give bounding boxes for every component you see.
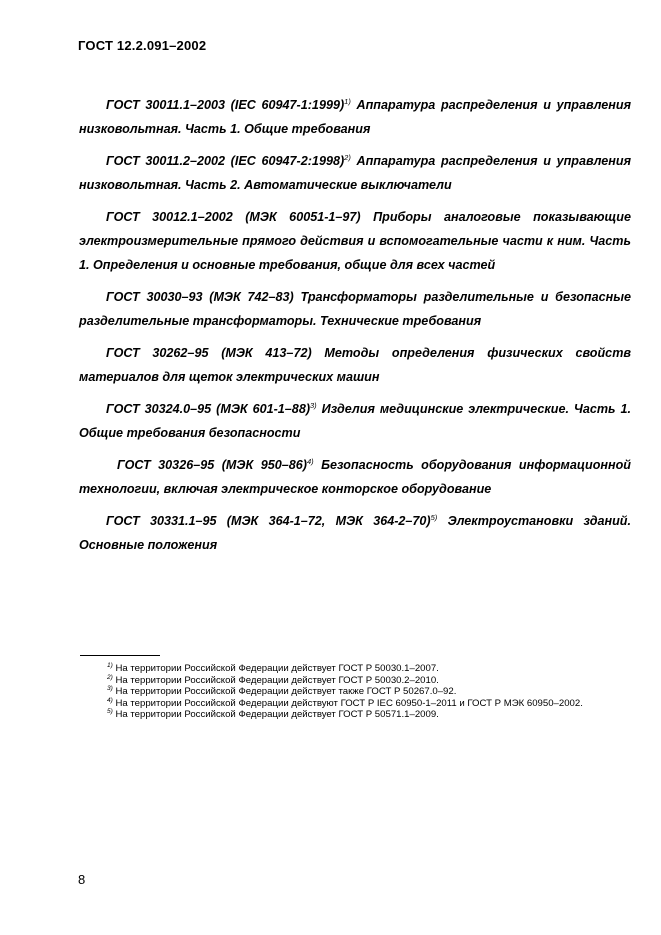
footnote-number: 4) — [107, 696, 113, 704]
reference-text: ГОСТ 30030–93 (МЭК 742–83) Трансформаторы разделительные и безопасные разделительные трансформаторы. Технические требования — [79, 290, 631, 328]
reference-item — [79, 509, 631, 557]
footnote-mark: 5) — [430, 512, 438, 522]
footnote-item — [80, 663, 630, 675]
reference-title: Электроустановки зданий. Основные положения — [79, 514, 631, 552]
reference-item — [79, 341, 631, 389]
footnote-number: 3) — [107, 684, 113, 692]
reference-item — [79, 285, 631, 333]
reference-item — [79, 205, 631, 277]
reference-text: ГОСТ 30012.1–2002 (МЭК 60051-1–97) Приборы аналоговые показывающие электроизмерительные прямого действия и вспомогательные части к ним. Часть 1. Определения и основные требования, общие для всех частей — [79, 210, 631, 272]
footnote-mark: 4) — [306, 456, 314, 466]
footnote-item — [80, 709, 630, 721]
reference-item — [79, 397, 631, 445]
footnote-mark: 3) — [310, 400, 317, 410]
footnote-item — [80, 675, 630, 687]
reference-text: ГОСТ 30326–95 (МЭК 950–86) — [117, 458, 307, 472]
footnote-item — [80, 686, 630, 698]
normative-references-list — [79, 93, 631, 565]
footnote-text: На территории Российской Федерации действует ГОСТ Р 50571.1–2009. — [112, 709, 439, 720]
footnote-item — [80, 698, 630, 710]
footnote-separator — [80, 655, 160, 656]
reference-text: ГОСТ 30324.0–95 (МЭК 601-1–88) — [106, 402, 311, 416]
footnote-text: На территории Российской Федерации действует ГОСТ Р 50030.1–2007. — [112, 663, 439, 674]
reference-text: ГОСТ 30011.1–2003 (IEC 60947-1:1999) — [106, 98, 345, 112]
footnote-text: На территории Российской Федерации действует ГОСТ Р 50030.2–2010. — [112, 674, 439, 686]
footnote-text: На территории Российской Федерации действует также ГОСТ Р 50267.0–92. — [112, 686, 457, 697]
footnote-mark: 1) — [344, 96, 351, 106]
reference-text: ГОСТ 30262–95 (МЭК 413–72) Методы определения физических свойств материалов для щеток электрических машин — [79, 346, 631, 384]
footnote-number: 5) — [107, 707, 113, 715]
document-header: ГОСТ 12.2.091–2002 — [78, 38, 207, 53]
reference-text: ГОСТ 30011.2–2002 (IEC 60947-2:1998) — [106, 154, 345, 168]
footnote-mark: 2) — [344, 152, 351, 162]
footnotes — [80, 663, 630, 721]
reference-item — [79, 93, 631, 141]
reference-item — [79, 149, 631, 197]
reference-title: Аппаратура распределения и управления низковольтная. Часть 2. Автоматические выключатели — [79, 154, 631, 192]
reference-title: Изделия медицинские электрические. Часть 1. Общие требования безопасности — [79, 402, 631, 440]
page-number: 8 — [78, 872, 86, 887]
reference-text: ГОСТ 30331.1–95 (МЭК 364-1–72, МЭК 364-2–70) — [106, 514, 431, 528]
reference-item — [79, 453, 631, 501]
reference-title: Безопасность оборудования информационной технологии, включая электрическое конторское оборудование — [79, 458, 631, 496]
footnote-text: На территории Российской Федерации действуют ГОСТ Р IEC 60950-1–2011 и ГОСТ Р МЭК 60950–2002. — [112, 697, 583, 709]
footnote-number: 1) — [107, 661, 113, 669]
reference-title: Аппаратура распределения и управления низковольтная. Часть 1. Общие требования — [79, 98, 631, 136]
footnote-number: 2) — [107, 673, 113, 681]
